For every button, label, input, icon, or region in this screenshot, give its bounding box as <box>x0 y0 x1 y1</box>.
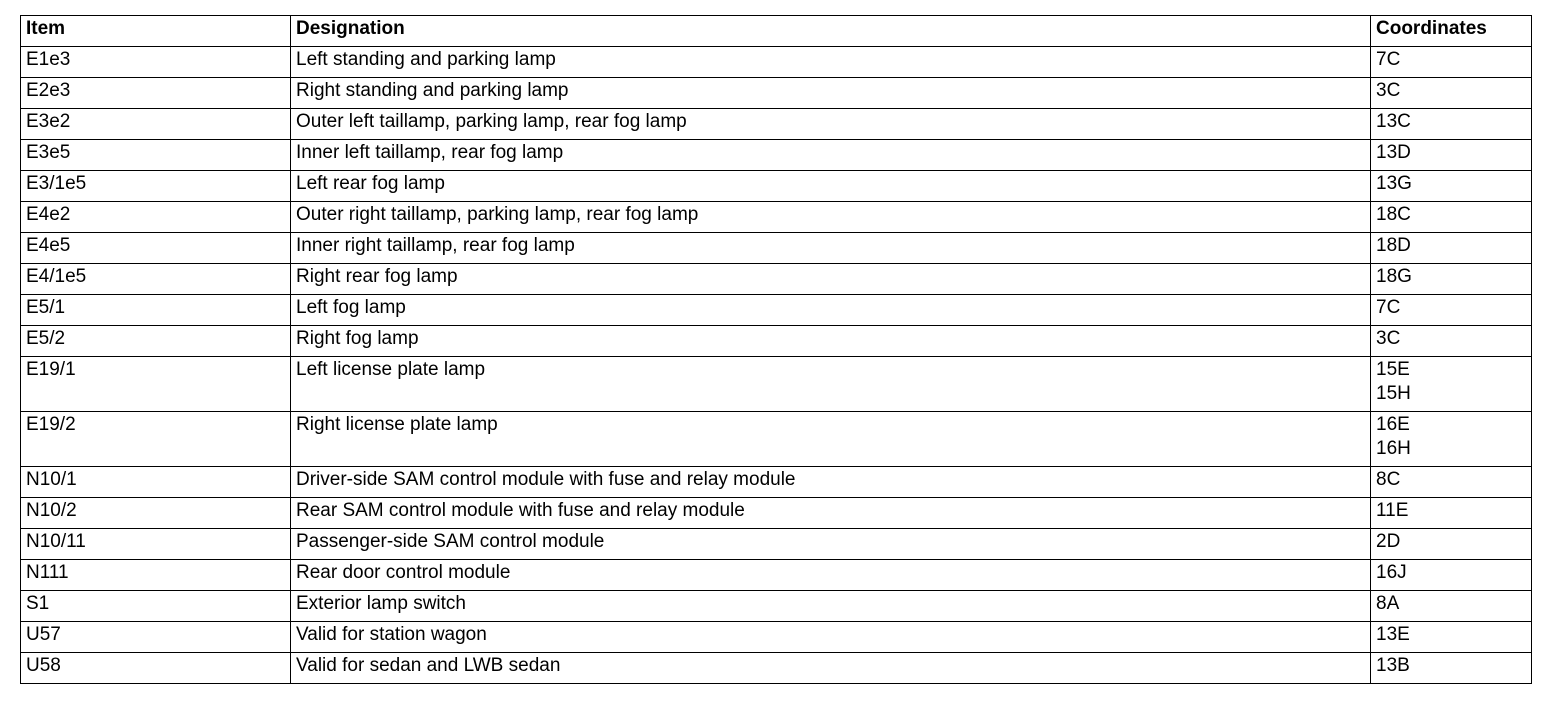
table-row <box>21 233 1532 264</box>
coordinate-value: 3C <box>1376 80 1401 101</box>
cell-coordinates <box>1371 412 1532 467</box>
cell-designation: Left license plate lamp <box>291 357 1371 412</box>
cell-coordinates <box>1371 560 1532 591</box>
cell-coordinates <box>1371 498 1532 529</box>
coordinate-value: 3C <box>1376 328 1401 349</box>
table-row <box>21 560 1532 591</box>
coordinate-value: 16H <box>1376 438 1411 459</box>
cell-item: E3/1e5 <box>21 171 291 202</box>
cell-designation: Right rear fog lamp <box>291 264 1371 295</box>
cell-designation: Valid for station wagon <box>291 622 1371 653</box>
coordinate-value: 13B <box>1376 655 1410 676</box>
coordinate-value: 16E <box>1376 414 1410 435</box>
coordinate-value: 11E <box>1376 500 1409 521</box>
cell-item: E3e5 <box>21 140 291 171</box>
cell-designation: Rear SAM control module with fuse and relay module <box>291 498 1371 529</box>
cell-item: E3e2 <box>21 109 291 140</box>
cell-designation: Driver-side SAM control module with fuse and relay module <box>291 467 1371 498</box>
table-row <box>21 653 1532 684</box>
coordinate-value: 8C <box>1376 469 1401 490</box>
cell-item: E19/1 <box>21 357 291 412</box>
cell-designation: Left rear fog lamp <box>291 171 1371 202</box>
cell-coordinates <box>1371 202 1532 233</box>
cell-designation: Valid for sedan and LWB sedan <box>291 653 1371 684</box>
table-row <box>21 171 1532 202</box>
coordinate-value: 7C <box>1376 297 1401 318</box>
cell-designation: Inner right taillamp, rear fog lamp <box>291 233 1371 264</box>
cell-coordinates <box>1371 326 1532 357</box>
coordinate-value: 13E <box>1376 624 1410 645</box>
table-body <box>21 47 1532 684</box>
header-row <box>21 16 1532 47</box>
table-row <box>21 357 1532 412</box>
cell-coordinates <box>1371 233 1532 264</box>
cell-item: N111 <box>21 560 291 591</box>
cell-designation: Right license plate lamp <box>291 412 1371 467</box>
cell-coordinates <box>1371 109 1532 140</box>
component-legend-table <box>20 15 1532 684</box>
cell-designation: Inner left taillamp, rear fog lamp <box>291 140 1371 171</box>
cell-coordinates <box>1371 171 1532 202</box>
coordinate-value: 8A <box>1376 593 1400 614</box>
coordinate-value: 15E <box>1376 359 1410 380</box>
header-designation: Designation <box>291 16 1371 47</box>
header-coordinates: Coordinates <box>1371 16 1532 47</box>
cell-designation: Exterior lamp switch <box>291 591 1371 622</box>
coordinate-value: 15H <box>1376 383 1411 404</box>
cell-item: N10/11 <box>21 529 291 560</box>
cell-coordinates <box>1371 264 1532 295</box>
coordinate-value: 18D <box>1376 235 1411 256</box>
cell-coordinates <box>1371 47 1532 78</box>
cell-coordinates <box>1371 653 1532 684</box>
coordinate-value: 7C <box>1376 49 1401 70</box>
table-row <box>21 498 1532 529</box>
table-row <box>21 78 1532 109</box>
cell-item: E19/2 <box>21 412 291 467</box>
cell-item: E4e2 <box>21 202 291 233</box>
table-row <box>21 264 1532 295</box>
cell-coordinates <box>1371 140 1532 171</box>
header-item: Item <box>21 16 291 47</box>
cell-designation: Passenger-side SAM control module <box>291 529 1371 560</box>
cell-coordinates <box>1371 357 1532 412</box>
table-row <box>21 326 1532 357</box>
cell-designation: Left standing and parking lamp <box>291 47 1371 78</box>
cell-designation: Outer left taillamp, parking lamp, rear fog lamp <box>291 109 1371 140</box>
table-row <box>21 467 1532 498</box>
cell-designation: Rear door control module <box>291 560 1371 591</box>
coordinate-value: 18G <box>1376 266 1412 287</box>
cell-item: S1 <box>21 591 291 622</box>
cell-item: U57 <box>21 622 291 653</box>
cell-item: N10/1 <box>21 467 291 498</box>
cell-coordinates <box>1371 529 1532 560</box>
cell-coordinates <box>1371 295 1532 326</box>
table-row <box>21 109 1532 140</box>
cell-item: U58 <box>21 653 291 684</box>
table-row <box>21 140 1532 171</box>
coordinate-value: 13C <box>1376 111 1411 132</box>
cell-item: N10/2 <box>21 498 291 529</box>
coordinate-value: 13G <box>1376 173 1412 194</box>
table-row <box>21 622 1532 653</box>
cell-item: E1e3 <box>21 47 291 78</box>
coordinate-value: 18C <box>1376 204 1411 225</box>
cell-item: E5/1 <box>21 295 291 326</box>
cell-item: E4/1e5 <box>21 264 291 295</box>
table-row <box>21 591 1532 622</box>
cell-designation: Right standing and parking lamp <box>291 78 1371 109</box>
cell-coordinates <box>1371 622 1532 653</box>
table-row <box>21 202 1532 233</box>
coordinate-value: 13D <box>1376 142 1411 163</box>
cell-designation: Right fog lamp <box>291 326 1371 357</box>
cell-designation: Left fog lamp <box>291 295 1371 326</box>
cell-designation: Outer right taillamp, parking lamp, rear fog lamp <box>291 202 1371 233</box>
table-row <box>21 295 1532 326</box>
table-row <box>21 47 1532 78</box>
cell-coordinates <box>1371 78 1532 109</box>
cell-item: E2e3 <box>21 78 291 109</box>
table-row <box>21 529 1532 560</box>
cell-coordinates <box>1371 591 1532 622</box>
coordinate-value: 2D <box>1376 531 1401 552</box>
cell-coordinates <box>1371 467 1532 498</box>
table-row <box>21 412 1532 467</box>
cell-item: E5/2 <box>21 326 291 357</box>
coordinate-value: 16J <box>1376 562 1407 583</box>
cell-item: E4e5 <box>21 233 291 264</box>
